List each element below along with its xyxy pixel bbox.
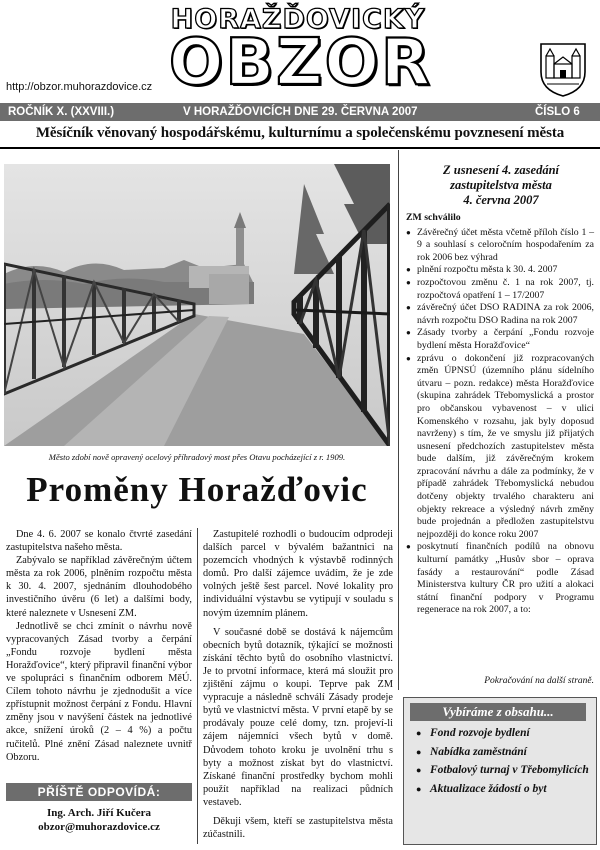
website-url[interactable]: http://obzor.muhorazdovice.cz bbox=[6, 81, 153, 93]
resolutions-title-line: Z usnesení 4. zasedání bbox=[443, 163, 559, 177]
next-issue-email[interactable]: obzor@muhorazdovice.cz bbox=[38, 821, 160, 833]
bridge-photo bbox=[4, 164, 390, 446]
contents-item[interactable]: ● Fond rozvoje bydlení bbox=[416, 726, 591, 741]
resolutions-title-line: 4. června 2007 bbox=[463, 193, 539, 207]
issue-number: ČÍSLO 6 bbox=[535, 106, 580, 118]
article-paragraph: Děkuji všem, kteří se zastupitelstva města zúčastnili. bbox=[203, 815, 393, 841]
resolutions-title bbox=[404, 163, 598, 208]
resolutions-title-line: zastupitelstva města bbox=[450, 178, 552, 192]
resolution-item: ● plnění rozpočtu města k 30. 4. 2007 bbox=[406, 264, 594, 277]
contents-title: Vybíráme z obsahu... bbox=[410, 703, 586, 721]
issue-date: V HORAŽĎOVICÍCH DNE 29. ČERVNA 2007 bbox=[183, 106, 418, 118]
resolution-item: ● Závěrečný účet města včetně příloh číslo 1 – 9 a souhlasí s celoročním hospodařením za rok 2006 bez výhrad bbox=[406, 227, 594, 265]
issue-volume: ROČNÍK X. (XXVIII.) bbox=[8, 106, 115, 118]
column-divider bbox=[197, 528, 198, 844]
article-paragraph: Dne 4. 6. 2007 se konalo čtvrté zasedání zastupitelstva našeho města. bbox=[6, 529, 192, 554]
resolution-item: ● rozpočtovou změnu č. 1 na rok 2007, tj. rozpočtová opatření 1 – 17/2007 bbox=[406, 277, 594, 302]
contents-item[interactable]: ● Fotbalový turnaj v Třebomylicích bbox=[416, 763, 591, 778]
next-issue-label: PŘÍŠTĚ ODPOVÍDÁ: bbox=[6, 783, 192, 801]
newspaper-tagline: Měsíčník věnovaný hospodářskému, kulturnímu a společenskému povznesení města bbox=[35, 125, 565, 141]
divider bbox=[0, 147, 600, 149]
contents-list bbox=[416, 726, 591, 800]
town-crest-icon bbox=[537, 40, 589, 98]
continued-note: Pokračování na další straně. bbox=[484, 676, 594, 686]
resolutions-heading: ZM schválilo bbox=[406, 212, 461, 223]
masthead-subtitle: HORAŽĎOVICKÝ bbox=[170, 4, 426, 35]
article-paragraph: Jednotlivě se chci zmínit o návrhu nově vypracovaných Zásad tvorby a čerpání „Fondu rozvoje bydlení města Horažďovice“, který připravil finanční výbor ve spolupráci s finančním odborem MěÚ. Cílem tohoto návrhu je zjednodušit a více zpřístupnit možnost čerpání z Fondu. Hlavní změny jsou v navýšení částek na jednotlivé akce, snížení úroků (2 – 4 %) a počtu ručitelů. Plné znění Zásad naleznete uvnitř Obzoru. bbox=[6, 620, 192, 763]
article-paragraph: Zabývalo se například závěrečným účtem města za rok 2006, plněním rozpočtu města k 30. 4. 2007, sjednáním dlouhodobého investičního úvěru (6 let) a dalšími body, které naleznete v Usnesení ZM. bbox=[6, 555, 192, 619]
article-paragraph: V současné době se dostává k nájemcům obecních bytů dotazník, týkající se možnosti získání těchto bytů do osobního vlastnictví. Je to prvotní informace, která má sloužit pro zjištění zájmu o koupi. Teprve pak ZM vypracuje a následně schválí Zásady prodeje bytů ve vlastnictví města. V první etapě by se prodávaly pouze celé domy, tzn. projeví-li zájem nájemníci všech bytů v domě. Důvodem tohoto kroku je uvolnění trhu s byty a možnost získat byt do vlastnictví. Získané finanční prostředky bychom mohli použít například na realizaci půdních vestaveb. bbox=[203, 626, 393, 808]
resolutions-list bbox=[406, 212, 594, 617]
contents-item[interactable]: ● Nabídka zaměstnání bbox=[416, 745, 591, 760]
column-divider bbox=[398, 150, 399, 690]
article-column-2 bbox=[203, 528, 393, 841]
resolution-item: ● poskytnutí finančních podílů na obnovu kulturní památky „Husův sbor – oprava fasády a restaurování“ podle Zásad Ministerstva kultury ČR pro užití a alokaci státní finanční podpory v Programu regenerace na rok 2007, a to: bbox=[406, 541, 594, 617]
article-headline: Proměny Horažďovic bbox=[26, 470, 368, 509]
resolution-item: ● zprávu o dokončení již rozpracovaných změn ÚPNSÚ (územního plánu sídelního útvaru – pozn. redakce) města Horažďovice (skupina zahrádek Třebomyslická a prostor pro občanskou vybavenost – v ulici Komenského v rozsahu, jak byly doposud navrženy) s tím, že ve smyslu již přijatých usnesení předchozích zastupitelstev města bude dalším, již závěrečným krokem zpracování návrhu a dále za podmínky, že v případě zahrádek Třebomyslická nebudou dotčeny objekty trvalého charakteru ani objekty rekreace a výsledný návrh změny bude projednán a předložen zastupitelstvu nejpozději do konce roku 2007 bbox=[406, 353, 594, 542]
issue-info-bar bbox=[0, 103, 600, 121]
next-issue-contact bbox=[6, 806, 192, 834]
article-paragraph: Zastupitelé rozhodli o budoucím odprodeji dalších parcel v bývalém bažantnici na pozemcích vhodných k výstavbě rodinných domů. Pro další zájemce uvádím, že je zde volných ještě šest parcel. Nové lokality pro individuální výstavbu se vytipují v souladu s novým územním plánem. bbox=[203, 529, 393, 619]
masthead-title: OBZOR bbox=[168, 26, 433, 100]
photo-caption: Město zdobí nově opravený ocelový příhradový most přes Otavu pocházející z r. 1909. bbox=[48, 452, 346, 462]
article-column-1 bbox=[6, 528, 192, 764]
resolution-item: ● závěrečný účet DSO RADINA za rok 2006, návrh rozpočtu DSO Radina na rok 2007 bbox=[406, 302, 594, 327]
contents-item[interactable]: ● Aktualizace žádostí o byt bbox=[416, 782, 591, 797]
resolution-item: ● Zásady tvorby a čerpání „Fondu rozvoje bydlení města Horažďovice“ bbox=[406, 327, 594, 352]
next-issue-name: Ing. Arch. Jiří Kučera bbox=[47, 807, 151, 819]
